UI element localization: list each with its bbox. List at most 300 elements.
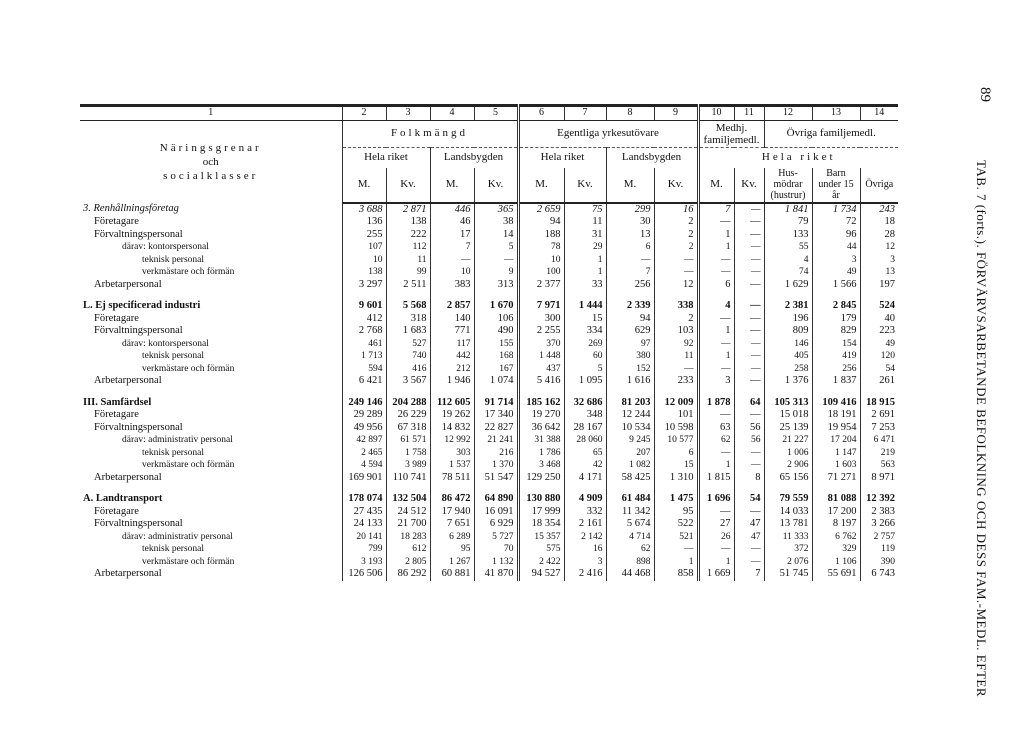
section-row [80,203,898,217]
value-cell: 1 629 [764,279,812,292]
spacer-cell [80,291,342,300]
value-cell: 4 594 [342,459,386,472]
row-label: därav: kontorspersonal [122,242,209,252]
value-cell: 24 133 [342,518,386,531]
value-cell: 1 841 [764,203,812,217]
table-body [80,203,898,581]
value-cell: 17 999 [518,506,564,519]
value-cell: 348 [564,409,606,422]
statistics-table [80,104,898,581]
table-row [80,556,898,569]
subheader-ovriga-col: Övriga [860,168,898,203]
value-cell: 13 [860,266,898,279]
value-cell: 49 [812,266,860,279]
value-cell: 10 [430,266,474,279]
spacer-cell [430,484,474,493]
value-cell: 5 416 [518,375,564,388]
value-cell: 437 [518,363,564,376]
value-cell: 219 [860,447,898,460]
value-cell: 11 [386,254,430,267]
value-cell: 64 890 [474,493,518,506]
value-cell: 3 989 [386,459,430,472]
spacer-cell [474,388,518,397]
row-label: L. Ej specificerad industri [83,300,201,311]
value-cell: — [698,363,734,376]
value-cell: 2 659 [518,203,564,217]
value-cell: 1 758 [386,447,430,460]
value-cell: 112 605 [430,397,474,410]
value-cell: 1 734 [812,203,860,217]
value-cell: 64 [734,397,764,410]
eg-hela-riket: Hela riket [518,147,606,168]
value-cell: 6 [606,241,654,254]
value-cell: 416 [386,363,430,376]
value-cell: 390 [860,556,898,569]
row-label: teknisk personal [142,254,205,265]
row-label: verkmästare och förmän [142,363,235,374]
table-row [80,254,898,267]
value-cell: 19 262 [430,409,474,422]
value-cell: 146 [764,338,812,351]
value-cell: 15 [654,459,698,472]
value-cell: 1 837 [812,375,860,388]
value-cell: 62 [698,434,734,447]
column-number: 10 [698,106,734,121]
value-cell: 212 [430,363,474,376]
value-cell: 67 318 [386,422,430,435]
value-cell: 3 266 [860,518,898,531]
value-cell: — [430,254,474,267]
value-cell: 7 [734,568,764,581]
value-cell: 1 [698,556,734,569]
spacer-cell [734,388,764,397]
value-cell: 5 568 [386,300,430,313]
value-cell: 419 [812,350,860,363]
value-cell: 22 827 [474,422,518,435]
value-cell: 1 [698,325,734,338]
value-cell: 1 376 [764,375,812,388]
row-label: Förvaltningspersonal [94,325,183,336]
value-cell: 3 297 [342,279,386,292]
row-spacer [80,291,898,300]
value-cell: 2 076 [764,556,812,569]
row-label: Arbetarpersonal [94,278,162,290]
value-cell: 1 669 [698,568,734,581]
row-label: verkmästare och förmän [142,267,235,277]
column-number: 9 [654,106,698,121]
value-cell: 26 [698,531,734,544]
value-cell: 169 901 [342,472,386,485]
value-cell: 7 [606,266,654,279]
value-cell: 269 [564,338,606,351]
value-cell: 216 [474,447,518,460]
value-cell: 12 244 [606,409,654,422]
folk-landsbygden: Landsbygden [430,147,518,168]
value-cell: 5 727 [474,531,518,544]
table-row [80,531,898,544]
value-cell: 3 688 [342,203,386,217]
value-cell: 256 [606,279,654,292]
spacer-cell [342,291,386,300]
row-label: Företagare [94,216,139,227]
table-row [80,434,898,447]
row-label: teknisk personal [142,351,205,361]
row-label: Förvaltningspersonal [94,518,183,529]
column-number: 5 [474,106,518,121]
spacer-cell [764,388,812,397]
value-cell: 4 [764,254,812,267]
value-cell: 9 [474,266,518,279]
value-cell: 207 [606,447,654,460]
value-cell: 1 603 [812,459,860,472]
row-label: verkmästare och förmän [142,460,235,470]
row-label: Arbetarpersonal [94,471,162,483]
value-cell: 9 601 [342,300,386,313]
value-cell: 3 [698,375,734,388]
row-label: Förvaltningspersonal [94,421,183,433]
value-cell: — [734,543,764,556]
value-cell: 55 [764,241,812,254]
value-cell: — [698,266,734,279]
table-row [80,325,898,338]
value-cell: 71 271 [812,472,860,485]
value-cell: 3 [812,254,860,267]
value-cell: 563 [860,459,898,472]
value-cell: 94 [606,313,654,326]
value-cell: — [698,338,734,351]
value-cell: 11 [564,216,606,229]
row-label-line-1: Näringsgrenar [159,141,262,154]
table-row [80,279,898,292]
value-cell: 2 857 [430,300,474,313]
value-cell: 7 253 [860,422,898,435]
value-cell: 47 [734,531,764,544]
table-row [80,568,898,581]
value-cell: 5 674 [606,518,654,531]
column-number: 4 [430,106,474,121]
value-cell: — [734,409,764,422]
value-cell: 197 [860,279,898,292]
value-cell: — [734,375,764,388]
section-row [80,300,898,313]
value-cell: 106 [474,313,518,326]
value-cell: — [698,543,734,556]
page-number: 89 [977,87,993,102]
value-cell: 63 [698,422,734,435]
value-cell: 136 [342,216,386,229]
value-cell: 1 [654,556,698,569]
value-cell: 91 714 [474,397,518,410]
value-cell: — [734,279,764,292]
value-cell: 1 [698,229,734,242]
value-cell: 138 [386,216,430,229]
value-cell: — [698,216,734,229]
value-cell: 318 [386,313,430,326]
row-label: Företagare [94,409,139,420]
value-cell: 38 [474,216,518,229]
value-cell: 79 [764,216,812,229]
row-label: därav: kontorspersonal [122,338,209,349]
value-cell: 1 696 [698,493,734,506]
value-cell: 54 [860,363,898,376]
value-cell: 28 [860,229,898,242]
value-cell: 119 [860,543,898,556]
value-cell: 3 567 [386,375,430,388]
value-cell: 155 [474,338,518,351]
value-cell: 522 [654,518,698,531]
subheader-barn: Barn under 15 år [812,168,860,203]
value-cell: 243 [860,203,898,217]
value-cell: 8 [734,472,764,485]
column-number: 6 [518,106,564,121]
value-cell: 6 [698,279,734,292]
value-cell: 79 559 [764,493,812,506]
value-cell: 5 [564,363,606,376]
value-cell: 1 946 [430,375,474,388]
spacer-cell [386,291,430,300]
value-cell: 56 [734,434,764,447]
column-number: 7 [564,106,606,121]
value-cell: 14 033 [764,506,812,519]
value-cell: 10 598 [654,422,698,435]
value-cell: 185 162 [518,397,564,410]
value-cell: 6 929 [474,518,518,531]
table-row [80,216,898,229]
value-cell: 2 339 [606,300,654,313]
value-cell: 1 [564,254,606,267]
value-cell: 12 392 [860,493,898,506]
value-cell: 81 203 [606,397,654,410]
value-cell: 33 [564,279,606,292]
value-cell: 1 [564,266,606,279]
value-cell: 21 241 [474,434,518,447]
value-cell: 10 534 [606,422,654,435]
value-cell: 2 757 [860,531,898,544]
value-cell: 4 909 [564,493,606,506]
value-cell: 1 082 [606,459,654,472]
value-cell: 18 283 [386,531,430,544]
value-cell: 799 [342,543,386,556]
value-cell: 6 289 [430,531,474,544]
value-cell: — [474,254,518,267]
row-label-line-2: och [202,155,219,168]
value-cell: 86 472 [430,493,474,506]
value-cell: 56 [734,422,764,435]
value-cell: 829 [812,325,860,338]
value-cell: 26 229 [386,409,430,422]
section-row [80,397,898,410]
value-cell: 49 956 [342,422,386,435]
subheader-m: M. [430,168,474,203]
table-row [80,338,898,351]
value-cell: 2 381 [764,300,812,313]
value-cell: 18 354 [518,518,564,531]
row-label: A. Landtransport [83,493,163,504]
value-cell: 86 292 [386,568,430,581]
spacer-cell [606,388,654,397]
table-row [80,363,898,376]
value-cell: 1 106 [812,556,860,569]
value-cell: 383 [430,279,474,292]
value-cell: 334 [564,325,606,338]
spacer-cell [80,388,342,397]
value-cell: 132 504 [386,493,430,506]
value-cell: 4 171 [564,472,606,485]
value-cell: 17 204 [812,434,860,447]
value-cell: 300 [518,313,564,326]
spacer-cell [734,484,764,493]
value-cell: 442 [430,350,474,363]
value-cell: 94 527 [518,568,564,581]
value-cell: 2 161 [564,518,606,531]
spacer-cell [860,291,898,300]
value-cell: 1 444 [564,300,606,313]
subheader-m: M. [518,168,564,203]
spacer-cell [564,484,606,493]
value-cell: 120 [860,350,898,363]
value-cell: 72 [812,216,860,229]
value-cell: 6 762 [812,531,860,544]
value-cell: 152 [606,363,654,376]
value-cell: 2 [654,229,698,242]
value-cell: 29 [564,241,606,254]
value-cell: 1 537 [430,459,474,472]
subheader-m: M. [698,168,734,203]
value-cell: 167 [474,363,518,376]
value-cell: — [734,447,764,460]
value-cell: 313 [474,279,518,292]
value-cell: 78 [518,241,564,254]
value-cell: 2 [654,241,698,254]
value-cell: 97 [606,338,654,351]
row-label: teknisk personal [142,544,205,554]
side-heading [965,160,995,700]
value-cell: 92 [654,338,698,351]
value-cell: 40 [860,313,898,326]
value-cell: 1 566 [812,279,860,292]
row-label: Arbetarpersonal [94,375,162,386]
value-cell: 117 [430,338,474,351]
subheader-kv: Kv. [386,168,430,203]
value-cell: 4 714 [606,531,654,544]
value-cell: 412 [342,313,386,326]
hela-riket-spaced: Hela riket [698,147,898,168]
row-label: 3. Renhållningsföretag [83,203,179,214]
value-cell: — [734,350,764,363]
value-cell: 2 805 [386,556,430,569]
value-cell: 12 009 [654,397,698,410]
table-row [80,459,898,472]
row-label: verkmästare och förmän [142,556,235,567]
value-cell: 521 [654,531,698,544]
row-label-line-3: socialklasser [163,169,259,182]
column-number: 13 [812,106,860,121]
value-cell: 2 377 [518,279,564,292]
value-cell: 31 388 [518,434,564,447]
value-cell: 36 642 [518,422,564,435]
value-cell: 3 468 [518,459,564,472]
value-cell: 47 [734,518,764,531]
value-cell: — [734,556,764,569]
subheader-kv: Kv. [564,168,606,203]
value-cell: 256 [812,363,860,376]
table-row [80,506,898,519]
value-cell: — [698,506,734,519]
value-cell: 112 [386,241,430,254]
spacer-cell [518,484,564,493]
table-row [80,266,898,279]
value-cell: — [734,313,764,326]
value-cell: 16 [654,203,698,217]
value-cell: — [654,266,698,279]
value-cell: 1 132 [474,556,518,569]
value-cell: 1 713 [342,350,386,363]
spacer-cell [764,291,812,300]
value-cell: 25 139 [764,422,812,435]
value-cell: 17 200 [812,506,860,519]
value-cell: 2 422 [518,556,564,569]
value-cell: 29 289 [342,409,386,422]
subheader-kv: Kv. [734,168,764,203]
spacer-cell [430,291,474,300]
ovriga-header: Övriga familjemedl. [764,120,898,147]
section-row [80,493,898,506]
value-cell: 6 471 [860,434,898,447]
value-cell: 41 870 [474,568,518,581]
row-label: Företagare [94,505,139,517]
value-cell: 405 [764,350,812,363]
value-cell: 258 [764,363,812,376]
value-cell: 17 [430,229,474,242]
value-cell: 372 [764,543,812,556]
value-cell: 11 342 [606,506,654,519]
value-cell: 109 416 [812,397,860,410]
spacer-cell [812,484,860,493]
value-cell: 249 146 [342,397,386,410]
value-cell: 75 [564,203,606,217]
subheader-m: M. [606,168,654,203]
value-cell: 1 [698,459,734,472]
table-row [80,543,898,556]
value-cell: 54 [734,493,764,506]
table-row [80,375,898,388]
value-cell: 338 [654,300,698,313]
value-cell: 594 [342,363,386,376]
value-cell: 6 743 [860,568,898,581]
value-cell: — [734,338,764,351]
row-label-header [80,120,342,203]
table-row [80,350,898,363]
value-cell: — [734,216,764,229]
value-cell: 1 670 [474,300,518,313]
value-cell: 20 141 [342,531,386,544]
value-cell: 18 191 [812,409,860,422]
value-cell: 7 651 [430,518,474,531]
spacer-cell [812,388,860,397]
row-label: Företagare [94,312,139,324]
value-cell: 110 741 [386,472,430,485]
value-cell: 2 465 [342,447,386,460]
value-cell: 612 [386,543,430,556]
value-cell: 1 370 [474,459,518,472]
value-cell: 329 [812,543,860,556]
value-cell: 2 768 [342,325,386,338]
value-cell: 60 881 [430,568,474,581]
value-cell: 524 [860,300,898,313]
value-cell: 629 [606,325,654,338]
medhj-header: Medhj. familjemedl. [698,120,764,147]
spacer-cell [518,291,564,300]
